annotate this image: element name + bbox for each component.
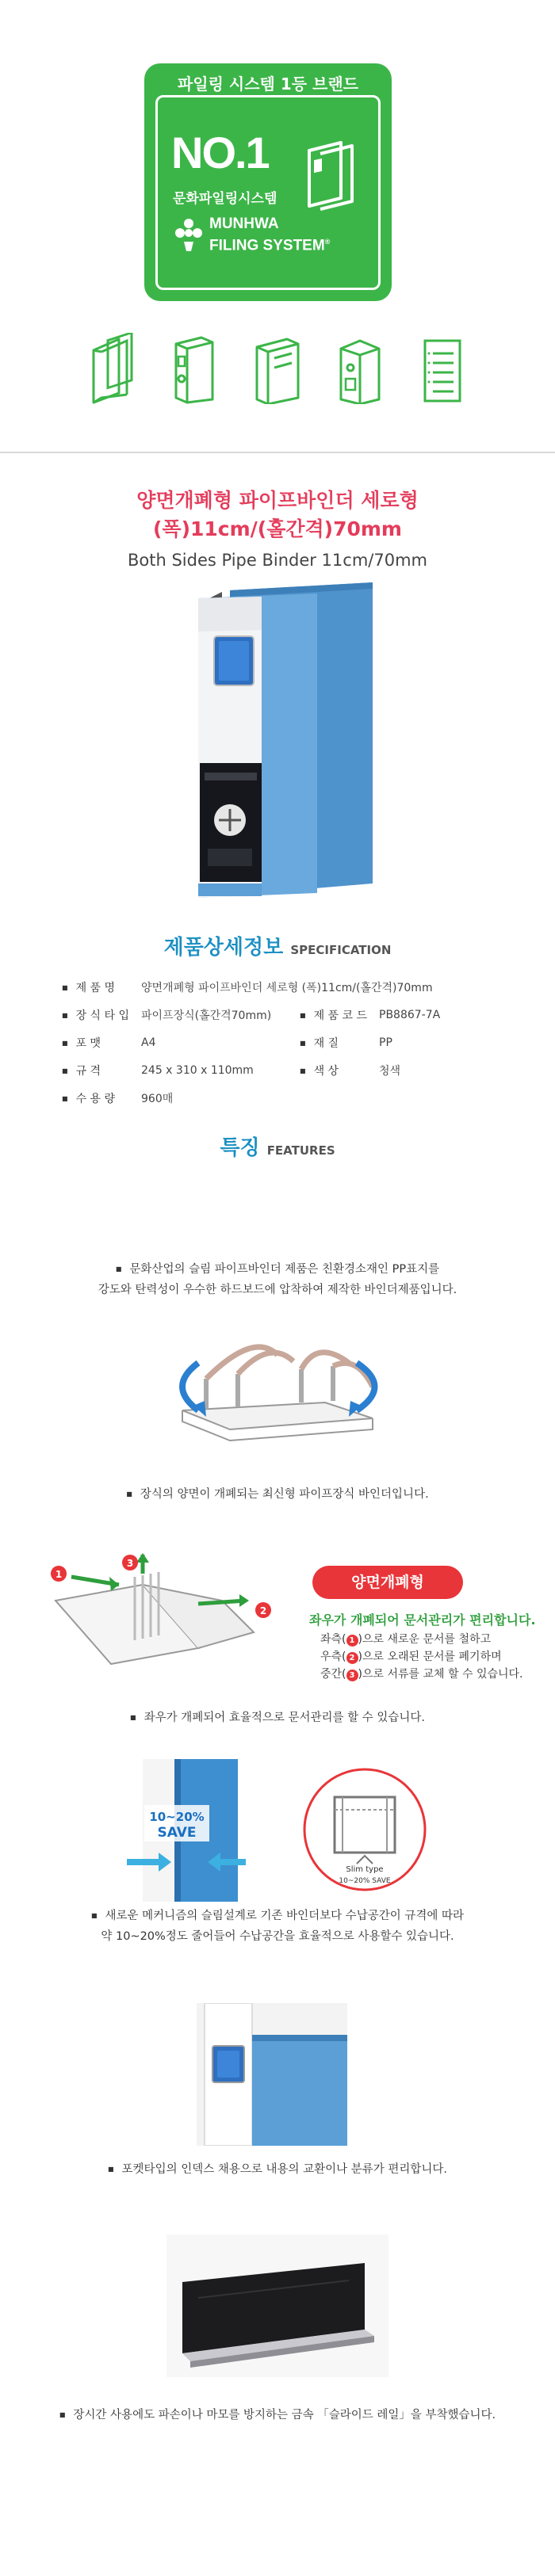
step-number-1: 1 (346, 1635, 358, 1647)
spec-row (62, 1056, 506, 1084)
index-sheet-icon (417, 333, 468, 404)
feature-2-line2-a: 우측( (320, 1651, 346, 1663)
product-title-line1: 양면개폐형 파이프바인더 세로형 (136, 489, 419, 512)
brand-name-en-line1: MUNHWA (209, 216, 279, 232)
feature-2-text: 좌우가 개폐되어 효율적으로 문서관리를 할 수 있습니다. (144, 1712, 425, 1724)
feature-4-caption: ■ 포켓타입의 인덱스 채용으로 내용의 교환이나 분류가 편리합니다. (107, 2163, 447, 2176)
spec-value: 청색 (379, 1064, 401, 1078)
spec-value: PB8867-7A (379, 1008, 441, 1021)
registered-mark: ® (324, 238, 331, 246)
svg-text:3: 3 (126, 1558, 134, 1569)
svg-text:2: 2 (259, 1605, 267, 1616)
pocket-index-image (197, 2003, 347, 2146)
spec-row (62, 973, 506, 1001)
munhwa-logo-icon (173, 218, 205, 253)
spec-label: ■ 제 품 코 드 (300, 1007, 379, 1023)
product-category-icons (87, 333, 468, 404)
spec-label: ■ 재 질 (300, 1035, 379, 1051)
brand-badge (144, 63, 392, 301)
feature-3-line1: 새로운 메커니즘의 슬림설계로 기존 바인더보다 수납공간이 규격에 따라 (105, 1910, 465, 1922)
ring-binder-icon (87, 333, 138, 404)
features-heading-en: FEATURES (266, 1143, 335, 1158)
slim-binder-image (127, 1759, 246, 1902)
brand-rank: NO.1 (171, 128, 269, 177)
features-intro-line2: 강도와 탄력성이 우수한 하드보드에 압착하여 제작한 바인더제품입니다. (98, 1284, 457, 1296)
spec-label: ■ 색 상 (300, 1063, 379, 1078)
features-intro: ■ 문화산업의 슬림 파이프바인더 제품은 친환경소재인 PP표지를 강도와 탄력성이 우수한 하드보드에 압착하여 제작한 바인더제품입니다. (98, 1263, 457, 1296)
feature-2-line2-b: )으로 오래된 문서를 폐기하며 (358, 1651, 502, 1663)
spec-label: ■ 수 용 량 (62, 1090, 141, 1106)
pipe-mechanism-image (159, 1323, 396, 1450)
spec-value: 960매 (141, 1092, 174, 1105)
spec-table (62, 973, 506, 1112)
documents-open-image (40, 1553, 278, 1672)
feature-2-headline: 좌우가 개폐되어 문서관리가 편리합니다. (309, 1612, 536, 1628)
spec-label: ■ 규 격 (62, 1063, 141, 1078)
features-intro-line1: 문화산업의 슬림 파이프바인더 제품은 친환경소재인 PP표지를 (129, 1263, 440, 1276)
spec-value: 파이프장식(홀간격70mm) (141, 1009, 272, 1022)
step-number-3: 3 (346, 1670, 358, 1681)
slide-rail-image (166, 2234, 388, 2377)
feature-3-line2: 약 10~20%정도 줄어들어 수납공간을 효율적으로 사용할수 있습니다. (101, 1930, 454, 1943)
features-heading-kr: 특징 (220, 1136, 260, 1160)
brand-name-kr: 문화파일링시스템 (173, 191, 278, 207)
spec-value: 245 x 310 x 110mm (141, 1063, 254, 1077)
slim-type-save: 10~20% SAVE (339, 1877, 391, 1885)
lever-arch-file-icon (170, 333, 220, 404)
save-badge-line1: 10~20% (149, 1810, 205, 1824)
feature-4-text: 포켓타입의 인덱스 채용으로 내용의 교환이나 분류가 편리합니다. (121, 2163, 447, 2176)
save-badge-line2: SAVE (157, 1825, 197, 1841)
slim-type-label: Slim type (346, 1865, 384, 1874)
spec-value: PP (379, 1036, 392, 1049)
spec-heading-en: SPECIFICATION (290, 943, 392, 957)
brand-name-en (209, 216, 330, 254)
feature-2-caption: ■ 좌우가 개폐되어 효율적으로 문서관리를 할 수 있습니다. (130, 1712, 425, 1724)
feature-5-text: 장시간 사용에도 파손이나 마모를 방지하는 금속 「슬라이드 레일」을 부착했습니다. (73, 2409, 496, 2421)
slim-type-diagram (301, 1762, 428, 1897)
spec-value: A4 (141, 1036, 156, 1049)
feature-2-line1-a: 좌측( (320, 1633, 346, 1646)
brand-tagline: 파일링 시스템 1등 브랜드 (177, 74, 358, 93)
feature-2-line3-b: )으로 서류를 교체 할 수 있습니다. (358, 1668, 523, 1681)
spec-label: ■ 제 품 명 (62, 979, 141, 995)
feature-2-detail (320, 1631, 523, 1683)
spec-heading-kr: 제품상세정보 (163, 936, 284, 960)
spec-row (62, 1001, 506, 1028)
feature-3-caption: ■ 새로운 메커니즘의 슬림설계로 기존 바인더보다 수납공간이 규격에 따라 약 10~20%정도 줄어들어 수납공간을 효율적으로 사용할수 있습니다. (90, 1910, 465, 1943)
spec-label: ■ 장 식 타 입 (62, 1007, 141, 1023)
product-title-line2: (폭)11cm/(홀간격)70mm (153, 517, 402, 540)
feature-2-line1-b: )으로 새로운 문서를 철하고 (358, 1633, 492, 1646)
box-file-icon (335, 333, 385, 404)
folder-icon (300, 139, 357, 211)
step-number-2: 2 (346, 1652, 358, 1664)
spec-value: 양면개폐형 파이프바인더 세로형 (폭)11cm/(홀간격)70mm (141, 981, 433, 994)
brand-name-en-line2: FILING SYSTEM (209, 237, 325, 254)
product-subtitle: Both Sides Pipe Binder 11cm/70mm (127, 551, 427, 570)
spec-row (62, 1084, 506, 1112)
feature-2-line3-a: 중간( (320, 1668, 346, 1681)
feature-1-text: 장식의 양면이 개폐되는 최신형 파이프장식 바인더입니다. (140, 1488, 429, 1501)
spec-row (62, 1028, 506, 1056)
feature-5-caption: ■ 장시간 사용에도 파손이나 마모를 방지하는 금속 「슬라이드 레일」을 부착했습니다. (59, 2409, 496, 2421)
clip-binder-icon (252, 333, 303, 404)
svg-text:1: 1 (55, 1569, 63, 1580)
spec-label: ■ 포 맷 (62, 1035, 141, 1051)
feature-2-tag: 양면개폐형 (312, 1566, 463, 1599)
feature-1-caption: ■ 장식의 양면이 개폐되는 최신형 파이프장식 바인더입니다. (126, 1488, 429, 1501)
features-heading (0, 1132, 555, 1161)
spec-heading (0, 931, 555, 960)
binder-product-image (174, 582, 388, 899)
section-divider (0, 452, 555, 453)
